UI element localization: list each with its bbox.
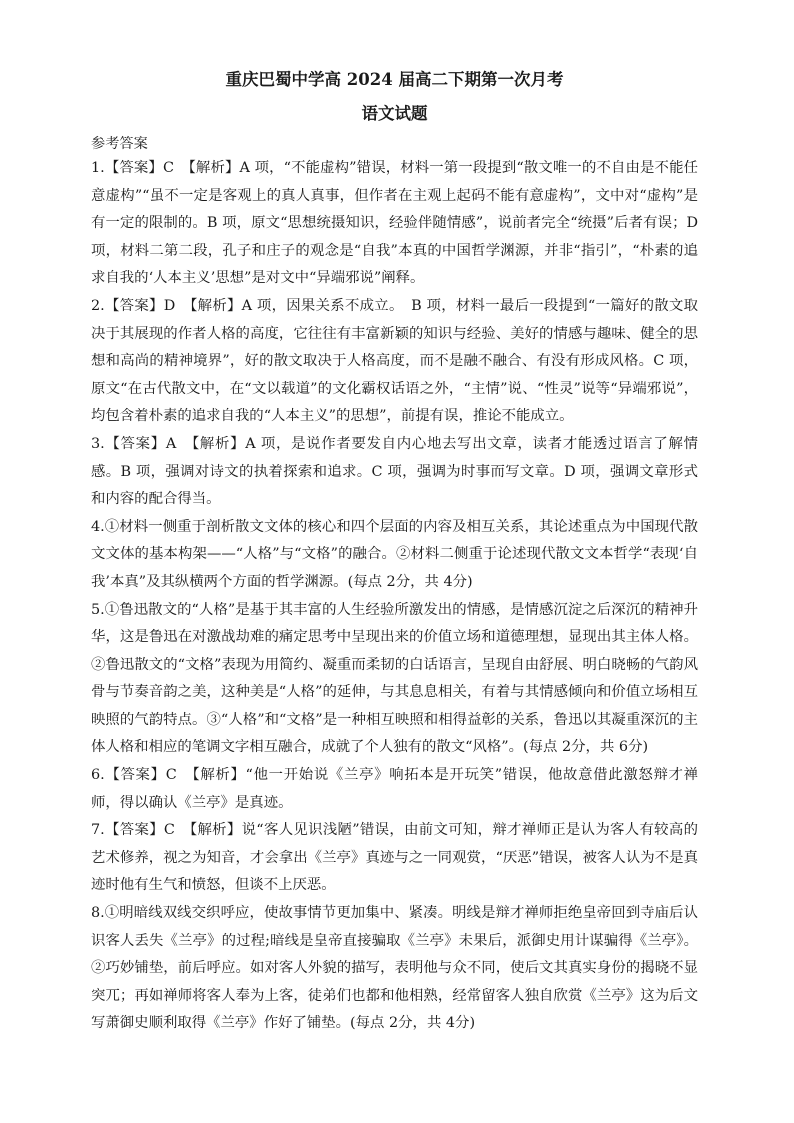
answer-item-6: 6.【答案】C 【解析】“他一开始说《兰亭》响拓本是开玩笑”错误，他故意借此激怒辩才禅师，得以确认《兰亭》是真迹。: [91, 767, 698, 811]
answer-item-3: 3.【答案】A 【解析】A 项，是说作者要发自内心地去写出文章，读者才能透过语言了解情感。B 项，强调对诗文的执着探索和追求。C 项，强调为时事而写文章。D 项，强调文章形式和内容的配合得当。: [91, 435, 698, 508]
exam-title: 重庆巴蜀中学高 2024 届高二下期第一次月考: [225, 70, 564, 89]
answer-item-2: 2.【答案】D 【解析】A 项，因果关系不成立。 B 项，材料一最后一段提到“一篇好的散文取决于其展现的作者人格的高度，它往往有丰富新颖的知识与经验、美好的情感与趣味、健全的思想和高尚的精神境界”，好的散文取决于人格高度，而不是融不融合、有没有形成风格。C 项，原文“在古代散文中，在“文以载道”的文化霸权话语之外，“主情”说、“性灵”说等“异端邪说”，均包含着朴素的追求自我的“人本主义”的思想”，前提有误，推论不能成立。: [91, 297, 698, 425]
subject-title: 语文试题: [361, 104, 428, 123]
answer-item-1: 1.【答案】C 【解析】A 项，“不能虚构”错误，材料一第一段提到“散文唯一的不自由是不能任意虚构”“虽不一定是客观上的真人真事，但作者在主观上起码不能有意虚构”，文中对“虚构”是有一定的限制的。B 项，原文“思想统摄知识，经验伴随情感”，说前者完全“统摄”后者有误；D 项，材料二第二段，孔子和庄子的观念是“自我”本真的中国哲学渊源，并非“指引”，“朴素的追求自我的‘人本主义’思想”是对文中“异端邪说”阐释。: [91, 160, 698, 287]
answer-item-4: 4.①材料一侧重于剖析散文文体的核心和四个层面的内容及相互关系，其论述重点为中国现代散文文体的基本构架——“人格”与“文格”的融合。②材料二侧重于论述现代散文文本哲学“表现‘自我’本真”及其纵横两个方面的哲学渊源。(每点 2分，共 4分): [91, 518, 698, 590]
answer-item-5: 5.①鲁迅散文的“人格”是基于其丰富的人生经验所激发出的情感，是情感沉淀之后深沉的精神升华，这是鲁迅在对激战劫难的痛定思考中呈现出来的价值立场和道德理想，显现出其主体人格。②鲁迅散文的“文格”表现为用简约、凝重而柔韧的白话语言，呈现自由舒展、明白晓畅的气韵风骨与节奏音韵之美，这种美是“人格”的延伸，与其息息相关，有着与其情感倾向和价值立场相互映照的气韵特点。③“人格”和“文格”是一种相互映照和相得益彰的关系，鲁迅以其凝重深沉的主体人格和相应的笔调文字相互融合，成就了个人独有的散文“风格”。(每点 2分，共 6分): [91, 601, 698, 756]
section-label: 参考答案: [91, 136, 148, 152]
answer-item-8: 8.①明暗线双线交织呼应，使故事情节更加集中、紧凑。明线是辩才禅师拒绝皇帝回到寺庙后认识客人丢失《兰亭》的过程;暗线是皇帝直接骗取《兰亭》未果后，派御史用计谋骗得《兰亭》。②巧妙铺垫，前后呼应。如对客人外貌的描写，表明他与众不同，使后文其真实身份的揭晓不显突兀；再如禅师将客人奉为上客，徒弟们也都和他相熟，经常留客人独自欣赏《兰亭》这为后文写萧御史顺利取得《兰亭》作好了铺垫。(每点 2分，共 4分): [91, 905, 698, 1032]
answer-item-7: 7.【答案】C 【解析】说“客人见识浅陋”错误，由前文可知，辩才禅师正是认为客人有较高的艺术修养，视之为知音，才会拿出《兰亭》真迹与之一同观赏，“厌恶”错误，被客人认为不是真迹时他有生气和愤怒，但谈不上厌恶。: [91, 822, 698, 894]
